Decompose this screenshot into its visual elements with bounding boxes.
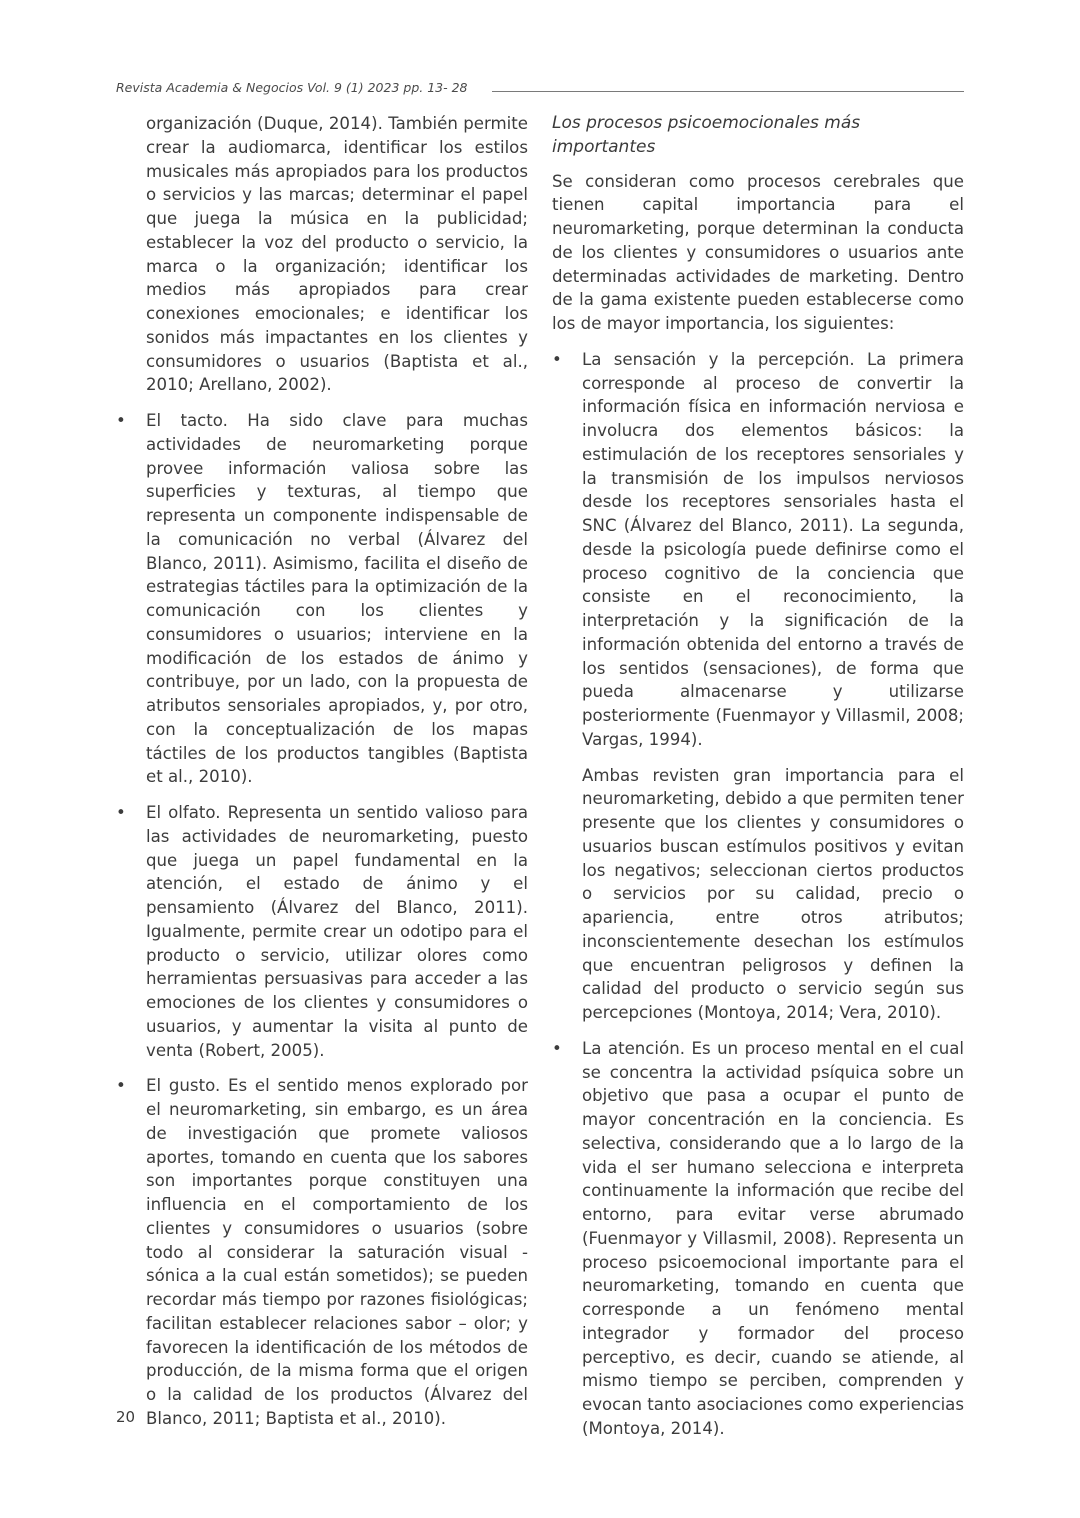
list-item-sensation [552,348,964,752]
list-item-smell [116,801,528,1062]
list-item-attention [552,1037,964,1441]
bullet-icon: • [552,1038,562,1058]
list-item-taste [116,1074,528,1430]
list-item-text: El gusto. Es el sentido menos explorado por el neuromarketing, sin embargo, es un área de investigación que promete valiosos aportes, tomando en cuenta que los sabores son importantes porque constituyen una influencia en el comportamiento de los clientes y consumidores o usuarios (sobre todo al considerar la saturación visual - sónica a la cual están sometidos); se pueden recordar más tiempo por razones fisiológicas; facilitan establecer relaciones sabor – olor; y favorecen la identificación de los métodos de producción, de la misma forma que el origen o la calidad de los productos (Álvarez del Blanco, 2011; Baptista et al., 2010). [146,1076,528,1428]
left-column [116,112,528,1443]
list-item-text: El tacto. Ha sido clave para muchas actividades de neuromarketing porque provee información valiosa sobre las superficies y texturas, al tiempo que representa un componente indispensable de la comunicación no verbal (Álvarez del Blanco, 2011). Asimismo, facilita el diseño de estrategias táctiles para la optimización de la comunicación con los clientes y consumidores o usuarios; interviene en la modificación de los estados de ánimo y contribuye, por un lado, con la propuesta de atributos sensoriales apropiados, y, por otro, con la conceptualización de los mapas táctiles de los productos tangibles (Baptista et al., 2010). [146,411,528,787]
list-item-text: La atención. Es un proceso mental en el cual se concentra la actividad psíquica sobre un objetivo que pasa a ocupar el punto de mayor concentración en la conciencia. Es selectiva, considerando que a lo largo de la vida el ser humano selecciona e interpreta continuamente la información que recibe del entorno, para evitar verse abrumado (Fuenmayor y Villasmil, 2008). Representa un proceso psicoemocional importante para el neuromarketing, tomando en cuenta que corresponde a un fenómeno mental integrador y formador del proceso perceptivo, es decir, cuando se atiende, al mismo tiempo se perciben, comprenden y evocan tanto asociaciones como experiencias (Montoya, 2014). [582,1038,964,1438]
bullet-icon: • [116,803,126,822]
running-header [116,78,964,96]
list-item-followup-paragraph: Ambas revisten gran importancia para el neuromarketing, debido a que permiten tener presente que los clientes y consumidores o usuarios buscan estímulos positivos y evitan los negativos; seleccionan ciertos productos o servicios por su calidad, precio o apariencia, entre otros atributos; inconscientemente desechan los estímulos que encuentran peligrosos y definen la calidad del producto o servicio según sus percepciones (Montoya, 2014; Vera, 2010). [582,765,964,1022]
bullet-icon: • [552,349,562,369]
page-number: 20 [116,1408,136,1426]
section-heading: Los procesos psicoemocionales más importantes [552,113,861,157]
continued-paragraph: organización (Duque, 2014). También permite crear la audiomarca, identificar los estilos musicales más apropiados para los productos o servicios y las marcas; determinar el papel que juega la música en la publicidad; establecer la voz del producto o servicio, la marca o la organización; identificar los medios más apropiados para crear conexiones emocionales; e identificar los sonidos más impactantes en los clientes y consumidores o usuarios (Baptista et al., 2010; Arellano, 2002). [146,114,528,395]
journal-citation: Revista Academia & Negocios Vol. 9 (1) 2023 pp. 13- 28 [116,79,468,95]
bullet-icon: • [116,411,126,430]
right-column [552,112,964,1453]
list-item-text: El olfato. Representa un sentido valioso para las actividades de neuromarketing, puesto que juega un papel fundamental en la atención, el estado de ánimo y el pensamiento (Álvarez del Blanco, 2011). Igualmente, permite crear un odotipo para el producto o servicio, utilizar olores como herramientas persuasivas para acceder a las emociones de los clientes y consumidores o usuarios, y aumentar la visita al punto de venta (Robert, 2005). [146,803,528,1060]
bullet-icon: • [116,1076,126,1096]
header-rule [492,91,965,92]
list-item-touch [116,409,528,789]
list-item-text: La sensación y la percepción. La primera corresponde al proceso de convertir la información física en información nerviosa e involucra dos elementos básicos: la estimulación de los receptores sensoriales y la transmisión de los impulsos nerviosos desde los receptores sensoriales hasta el SNC (Álvarez del Blanco, 2011). La segunda, desde la psicología puede definirse como el proceso cognitivo de la conciencia que consiste en el reconocimiento, la interpretación y la significación de la información obtenida del entorno a través de los sentidos (sensaciones), de forma que pueda almacenarse y utilizarse posteriormente (Fuenmayor y Villasmil, 2008; Vargas, 1994). [582,349,964,749]
intro-paragraph: Se consideran como procesos cerebrales que tienen capital importancia para el neuromarketing, porque determinan la conducta de los clientes y consumidores o usuarios ante determinadas actividades de marketing. Dentro de la gama existente pueden establecerse como los de mayor importancia, los siguientes: [552,171,964,333]
